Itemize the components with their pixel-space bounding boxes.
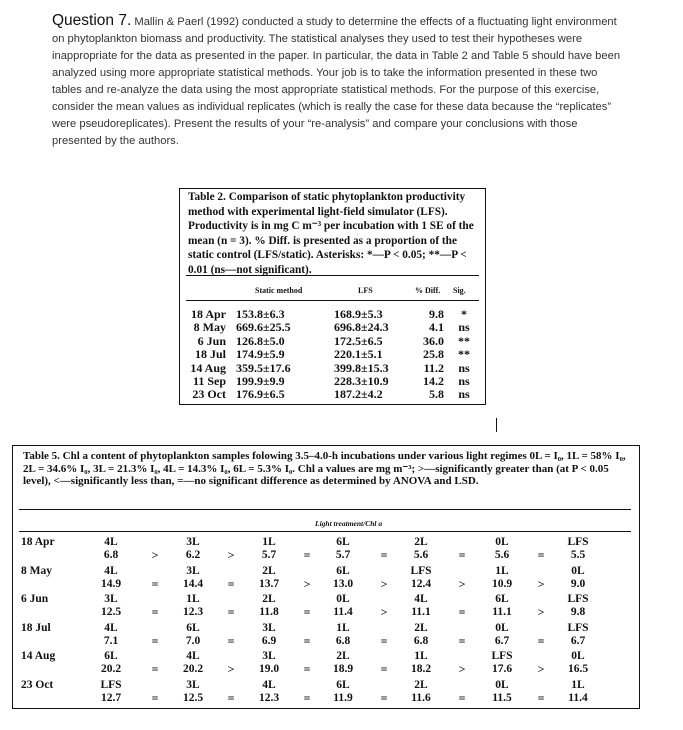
table-5-value: 5.7	[335, 549, 351, 561]
table-5-value: 18.2	[410, 663, 432, 676]
table-2-cell-lfs: 228.3±10.9	[334, 374, 389, 388]
table-5-treatment: 3L	[186, 679, 200, 691]
table-5-value: 6.7	[494, 634, 510, 647]
table-2-cell-date: 18 Apr	[190, 307, 226, 321]
table-5-treatment: 1L	[336, 621, 350, 634]
table-5-value: 11.8	[259, 606, 279, 619]
table-2-cell-sig: ns	[458, 374, 470, 388]
table-2-header-static: Static method	[255, 286, 303, 295]
table-5-comparison-symbol: =	[151, 662, 159, 677]
table-2-cell-diff: 4.1	[429, 320, 444, 335]
table-2-cell-lfs: 172.5±6.5	[334, 333, 383, 348]
table-5-treatment: 6L	[104, 650, 118, 663]
table-5-value: 9.8	[570, 606, 586, 619]
table-2-cell-diff: 14.2	[423, 374, 444, 388]
table-5-treatment: 4L	[104, 621, 118, 634]
table-5-treatment: 2L	[414, 679, 428, 691]
table-5-comparison-symbol: =	[458, 633, 466, 648]
table-5-value: 5.6	[413, 549, 429, 561]
table-5-value: 11.5	[492, 692, 512, 704]
table-2-cell-sig: **	[458, 333, 470, 348]
table-2-cell-static: 669.6±25.5	[236, 320, 291, 335]
table-5-treatment: 3L	[186, 564, 200, 577]
table-5-value: 5.5	[570, 549, 586, 561]
table-5-value: 14.4	[182, 577, 204, 590]
table-5-comparison-symbol: =	[537, 691, 545, 705]
table-5-value: 6.7	[570, 634, 586, 647]
table-5-comparison-symbol: =	[151, 633, 159, 648]
table-5-treatment: 2L	[414, 536, 428, 548]
table-5-comparison-symbol: >	[537, 605, 545, 620]
table-5-value: 6.2	[185, 549, 201, 561]
table-5-comparison-symbol: >	[227, 662, 235, 677]
table-5-value: 6.8	[413, 634, 429, 647]
table-5-comparison-symbol: =	[151, 576, 159, 591]
table-5-value: 6.8	[103, 549, 119, 561]
table-5-value: 11.6	[411, 692, 431, 704]
table-2-cell-sig: **	[458, 347, 470, 362]
table-5-value: 20.2	[100, 663, 122, 676]
table-5-value: 7.0	[185, 634, 201, 647]
table-2-cell-date: 18 Jul	[194, 347, 226, 362]
table-2-caption: Table 2. Comparison of static phytoplankton productivity method with experimental light-field simulator (LFS). Productivity is in mg C m⁻³ per incubation with 1 SE of the mean (n = 3). % Diff. is presented as a proportion of the static control (LFS/static). Asterisks: *—P < 0.05; **—P < 0.01 (ns—not significant).	[188, 191, 474, 276]
table-5-treatment: 1L	[571, 679, 585, 691]
table-5-date: 8 May	[21, 564, 52, 577]
table-5-treatment: 1L	[414, 650, 428, 663]
table-2-cell-date: 11 Sep	[192, 374, 226, 388]
table-5-treatment: 2L	[336, 650, 350, 663]
table-5-value: 5.6	[494, 549, 510, 561]
table-2-cell-sig: *	[461, 307, 467, 321]
table-5-comparison-symbol: =	[537, 633, 545, 648]
table-5-comparison-symbol: =	[458, 691, 466, 705]
table-2-cell-static: 176.9±6.5	[236, 387, 285, 402]
table-5-treatment: 0L	[571, 564, 585, 577]
table-5-comparison-symbol: >	[537, 576, 545, 591]
table-5-comparison-symbol: >	[458, 576, 466, 591]
text-cursor	[496, 418, 497, 432]
table-5-value: 12.4	[410, 577, 432, 590]
table-2-rule-top	[186, 275, 479, 276]
table-5-value: 20.2	[182, 663, 204, 676]
table-5-value: 13.0	[332, 577, 354, 590]
table-5-date: 18 Apr	[21, 536, 55, 548]
table-5-value: 12.7	[100, 692, 122, 704]
table-5	[12, 445, 640, 709]
table-5-treatment: 1L	[186, 593, 200, 606]
table-2-cell-date: 23 Oct	[192, 387, 226, 402]
table-5-rule-top	[19, 509, 631, 510]
table-5-value: 14.9	[100, 577, 122, 590]
table-5-treatment: 0L	[336, 593, 350, 606]
table-5-subheader: Light treatment/Chl a	[315, 519, 383, 528]
table-5-value: 11.4	[333, 606, 353, 619]
table-2-cell-diff: 36.0	[423, 333, 444, 348]
table-2-cell-lfs: 399.8±15.3	[334, 360, 389, 375]
table-2-cell-static: 153.8±6.3	[236, 307, 285, 321]
table-5-value: 6.8	[335, 634, 351, 647]
table-5-treatment: 2L	[414, 621, 428, 634]
table-5-comparison-symbol: >	[537, 662, 545, 677]
table-5-treatment: 0L	[495, 679, 509, 691]
table-5-treatment: 4L	[262, 679, 276, 691]
table-5-value: 11.1	[492, 606, 512, 619]
table-2-cell-sig: ns	[458, 360, 470, 375]
table-5-comparison-symbol: =	[227, 633, 235, 648]
table-2-rule-header	[186, 300, 479, 301]
table-5-value: 17.6	[491, 663, 513, 676]
table-5-treatment: 4L	[104, 564, 118, 577]
table-5-comparison-symbol: =	[303, 548, 311, 562]
table-5-treatment: 1L	[262, 536, 276, 548]
table-5-date: 18 Jul	[21, 621, 51, 634]
table-5-treatment: 6L	[336, 564, 350, 577]
table-5-value: 10.9	[491, 577, 513, 590]
table-2-cell-static: 174.9±5.9	[236, 347, 285, 362]
table-2-cell-static: 359.5±17.6	[236, 360, 291, 375]
table-2-header-lfs: LFS	[358, 286, 373, 295]
table-5-comparison-symbol: >	[227, 548, 235, 562]
table-2-header-diff: % Diff.	[415, 286, 441, 295]
table-5-date: 23 Oct	[21, 679, 54, 691]
table-2-cell-date: 8 May	[193, 320, 226, 335]
table-5-comparison-symbol: =	[380, 662, 388, 677]
table-5-treatment: LFS	[410, 564, 432, 577]
table-5-treatment: 6L	[336, 536, 350, 548]
table-2-header-sig: Sig.	[453, 286, 466, 295]
table-5-comparison-symbol: =	[380, 548, 388, 562]
table-5-comparison-symbol: =	[151, 605, 159, 620]
table-2-cell-static: 126.8±5.0	[236, 333, 285, 348]
table-5-value: 13.7	[258, 577, 280, 590]
table-2-cell-diff: 5.8	[429, 387, 444, 402]
table-5-value: 12.3	[182, 606, 204, 619]
table-5-comparison-symbol: =	[303, 691, 311, 705]
table-5-treatment: 3L	[104, 593, 118, 606]
table-5-comparison-symbol: =	[537, 548, 545, 562]
question-label: Question 7.	[52, 12, 132, 29]
table-5-comparison-symbol: >	[151, 548, 159, 562]
table-2-cell-sig: ns	[458, 387, 470, 402]
table-5-value: 11.4	[568, 692, 588, 704]
table-5-treatment: LFS	[567, 536, 589, 548]
table-5-comparison-symbol: =	[303, 633, 311, 648]
table-5-value: 5.7	[261, 549, 277, 561]
table-5-comparison-symbol: =	[458, 605, 466, 620]
table-5-date: 6 Jun	[21, 593, 49, 606]
table-5-treatment: 0L	[495, 621, 509, 634]
table-5-comparison-symbol: >	[303, 576, 311, 591]
table-5-treatment: 2L	[262, 564, 276, 577]
table-5-treatment: 6L	[495, 593, 509, 606]
table-5-date: 14 Aug	[21, 650, 56, 663]
table-5-treatment: 2L	[262, 593, 276, 606]
table-5-value: 12.5	[182, 692, 204, 704]
table-5-value: 7.1	[103, 634, 119, 647]
table-5-treatment: LFS	[567, 593, 589, 606]
table-5-treatment: 4L	[414, 593, 428, 606]
question-text-block	[52, 12, 627, 150]
table-5-treatment: 4L	[104, 536, 118, 548]
table-5-value: 16.5	[567, 663, 589, 676]
table-2-cell-date: 14 Aug	[190, 360, 226, 375]
table-5-treatment: 3L	[262, 621, 276, 634]
table-5-comparison-symbol: =	[227, 691, 235, 705]
table-5-treatment: 3L	[262, 650, 276, 663]
table-5-comparison-symbol: =	[303, 605, 311, 620]
table-5-treatment: LFS	[491, 650, 513, 663]
table-2-cell-lfs: 220.1±5.1	[334, 347, 383, 362]
table-2	[179, 188, 486, 405]
table-2-cell-static: 199.9±9.9	[236, 374, 285, 388]
table-5-treatment: 4L	[186, 650, 200, 663]
table-5-comparison-symbol: >	[380, 576, 388, 591]
table-5-treatment: LFS	[100, 679, 122, 691]
table-5-rule-header	[19, 531, 631, 532]
table-5-comparison-symbol: >	[380, 605, 388, 620]
table-5-treatment: 0L	[571, 650, 585, 663]
table-2-cell-diff: 9.8	[429, 307, 444, 321]
table-5-value: 11.9	[333, 692, 353, 704]
table-2-cell-lfs: 187.2±4.2	[334, 387, 383, 402]
table-5-treatment: 1L	[495, 564, 509, 577]
table-5-treatment: 0L	[495, 536, 509, 548]
table-5-treatment: LFS	[567, 621, 589, 634]
table-5-treatment: 3L	[186, 536, 200, 548]
table-2-cell-date: 6 Jun	[197, 333, 226, 348]
table-5-value: 9.0	[570, 577, 586, 590]
table-5-comparison-symbol: =	[227, 576, 235, 591]
table-5-value: 11.1	[411, 606, 431, 619]
table-5-value: 12.3	[258, 692, 280, 704]
table-5-comparison-symbol: =	[227, 605, 235, 620]
table-5-caption: Table 5. Chl a content of phytoplankton samples folowing 3.5–4.0-h incubations under various light regimes 0L = I₀, 1L = 58% I₀, 2L = 34.6% I₀, 3L = 21.3% I₀, 4L = 14.3% I₀, 6L = 5.3% I₀. Chl a values are mg m⁻³; >—significantly greater than (at P < 0.05 level), <—significantly less than, =—no significant difference as determined by ANOVA and LSD.	[23, 450, 626, 487]
table-5-value: 18.9	[332, 663, 354, 676]
table-2-cell-diff: 11.2	[423, 360, 444, 375]
table-5-comparison-symbol: =	[151, 691, 159, 705]
table-2-cell-diff: 25.8	[423, 347, 444, 362]
table-5-value: 6.9	[261, 634, 277, 647]
table-5-comparison-symbol: >	[458, 662, 466, 677]
table-5-value: 19.0	[258, 663, 280, 676]
table-5-comparison-symbol: =	[380, 691, 388, 705]
table-2-cell-lfs: 168.9±5.3	[334, 307, 383, 321]
table-2-cell-lfs: 696.8±24.3	[334, 320, 389, 335]
table-5-comparison-symbol: =	[458, 548, 466, 562]
table-5-treatment: 6L	[186, 621, 200, 634]
table-5-comparison-symbol: =	[303, 662, 311, 677]
table-2-cell-sig: ns	[458, 320, 470, 335]
table-5-comparison-symbol: =	[380, 633, 388, 648]
table-5-treatment: 6L	[336, 679, 350, 691]
table-5-value: 12.5	[100, 606, 122, 619]
question-body: Mallin & Paerl (1992) conducted a study to determine the effects of a fluctuating light environment on phytoplankton biomass and productivity. The statistical analyses they used to test their hypotheses were inappropriate for the data as presented in the paper. In particular, the data in Table 2 and Table 5 should have been analyzed using more appropriate statistical methods. Your job is to take the information presented in these two tables and re-analyze the data using the most appropriate statistical methods. For the purpose of this exercise, consider the mean values as individual replicates (which is really the case for these data because the “replicates” were pseudoreplicates). Present the results of your “re-analysis” and compare your conclusions with those presented by the authors.	[52, 16, 621, 147]
